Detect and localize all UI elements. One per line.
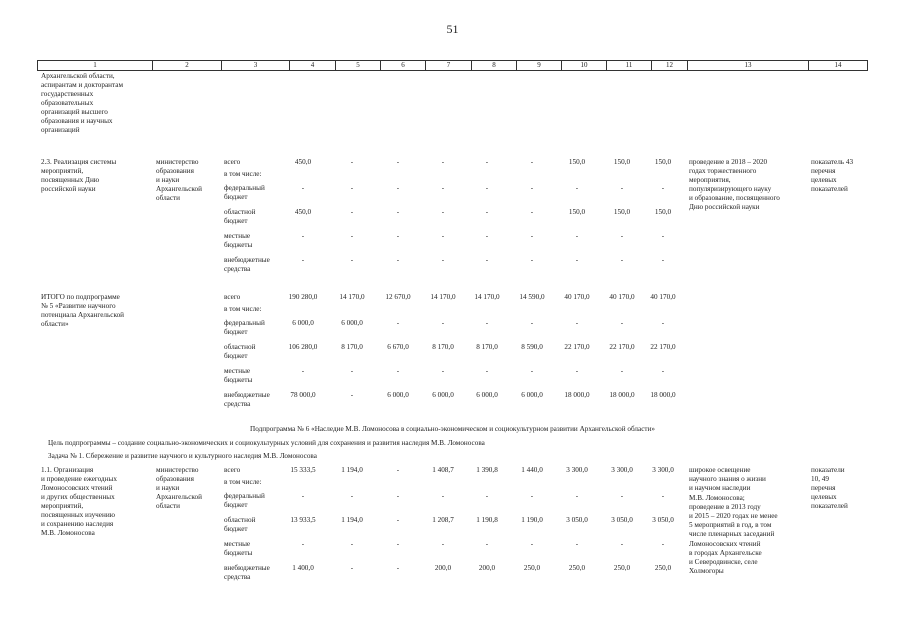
row-1-1-name: М.В. Ломоносова (41, 529, 95, 537)
row-1-1-name: мероприятий, (41, 502, 84, 510)
row-2-3-result: Дню российской науки (689, 203, 760, 211)
fin-label-including: в том числе: (224, 478, 262, 486)
column-header-6: 6 (380, 61, 425, 70)
fin-label-regional: областной (224, 343, 256, 351)
row-2-3-name: российской науки (41, 185, 96, 193)
fin-label-total: всего (224, 158, 241, 166)
value-total-col4: 190 280,0 (288, 293, 318, 301)
row-2-3-name: 2.3. Реализация системы (41, 158, 117, 166)
value-total-col6: - (396, 158, 400, 166)
fin-label-extra: средства (224, 400, 251, 408)
page-number: 51 (446, 22, 459, 36)
row-1-1-executor: области (156, 502, 181, 510)
fin-label-federal: бюджет (224, 193, 248, 201)
total-sub5-name: потенциала Архангельской (41, 311, 125, 319)
value-local-col7: - (441, 367, 445, 375)
value-total-col12: 3 300,0 (652, 466, 674, 474)
fin-label-federal: федеральный (224, 319, 265, 327)
value-local-col7: - (441, 540, 445, 548)
column-number-header (37, 60, 868, 71)
value-total-col10: 40 170,0 (564, 293, 590, 301)
value-federal-col6: - (396, 319, 400, 327)
value-regional-col7: 8 170,0 (432, 343, 454, 351)
column-header-9: 9 (516, 61, 561, 70)
value-local-col9: - (530, 367, 534, 375)
value-federal-col8: - (485, 319, 489, 327)
row-1-1-indicator: перечня (811, 484, 836, 492)
value-local-col8: - (485, 540, 489, 548)
value-extra-col12: 250,0 (654, 564, 672, 572)
row-2-3-result: мероприятия, (689, 176, 731, 184)
fin-label-regional: областной (224, 208, 256, 216)
value-total-col4: 15 333,5 (290, 466, 316, 474)
fin-label-federal: бюджет (224, 328, 248, 336)
carry-over-line: образования и научных (41, 117, 113, 125)
value-extra-col8: 6 000,0 (476, 391, 498, 399)
value-local-col11: - (620, 367, 624, 375)
value-federal-col12: - (661, 319, 665, 327)
value-federal-col11: - (620, 319, 624, 327)
value-federal-col7: - (441, 319, 445, 327)
value-regional-col12: 22 170,0 (650, 343, 676, 351)
row-2-3-result: проведение в 2018 – 2020 (689, 158, 768, 166)
value-extra-col5: - (350, 256, 354, 264)
fin-label-regional: бюджет (224, 525, 248, 533)
subprogram6-goal: Цель подпрограммы – создание социально-экономических и социокультурных условий для сохранения и развития наследия М.В. Ломоносова (48, 439, 485, 447)
row-1-1-executor: образования (156, 475, 194, 483)
value-regional-col10: 150,0 (568, 208, 586, 216)
fin-label-local: местные (224, 540, 251, 548)
row-2-3-executor: и науки (156, 176, 180, 184)
value-federal-col8: - (485, 184, 489, 192)
value-federal-col9: - (530, 184, 534, 192)
value-extra-col9: 250,0 (523, 564, 541, 572)
value-total-col6: 12 670,0 (385, 293, 411, 301)
row-1-1-result: Ломоносовских чтений (689, 539, 761, 548)
value-regional-col6: - (396, 516, 400, 524)
value-federal-col10: - (575, 492, 579, 500)
row-2-3-indicator: показатель 43 (811, 158, 854, 166)
row-1-1-result: 5 мероприятий в год, в том (689, 521, 772, 530)
value-local-col10: - (575, 540, 579, 548)
column-header-8: 8 (471, 61, 516, 70)
value-total-col5: - (350, 158, 354, 166)
row-1-1-name: посвященных изучению (41, 511, 116, 519)
fin-label-regional: областной (224, 516, 256, 524)
fin-label-extra: средства (224, 265, 251, 273)
fin-label-extra: средства (224, 573, 251, 581)
value-local-col9: - (530, 540, 534, 548)
value-regional-col8: 8 170,0 (476, 343, 498, 351)
fin-label-including: в том числе: (224, 170, 262, 178)
value-local-col12: - (661, 367, 665, 375)
value-federal-col11: - (620, 492, 624, 500)
value-total-col7: 14 170,0 (430, 293, 456, 301)
row-1-1-indicator: 10, 49 (811, 475, 829, 483)
value-local-col7: - (441, 232, 445, 240)
value-total-col10: 3 300,0 (566, 466, 588, 474)
value-extra-col6: 6 000,0 (387, 391, 409, 399)
value-extra-col7: 6 000,0 (432, 391, 454, 399)
value-federal-col7: - (441, 492, 445, 500)
row-2-3-executor: Архангельской (156, 185, 202, 193)
value-federal-col12: - (661, 184, 665, 192)
value-total-col5: 1 194,0 (341, 466, 363, 474)
row-1-1-executor: министерство (156, 466, 199, 474)
row-1-1-name: 1.1. Организация (41, 466, 94, 474)
total-sub5-name: ИТОГО по подпрограмме (41, 293, 120, 301)
row-1-1-result: Холмогоры (689, 567, 724, 576)
value-regional-col12: 3 050,0 (652, 516, 674, 524)
value-local-col8: - (485, 232, 489, 240)
row-1-1-name: и других общественных (41, 493, 115, 501)
column-header-3: 3 (221, 61, 289, 70)
value-regional-col9: 8 590,0 (521, 343, 543, 351)
value-local-col5: - (350, 367, 354, 375)
column-header-10: 10 (561, 61, 606, 70)
value-regional-col4: 106 280,0 (288, 343, 318, 351)
row-2-3-result: и образование, посвященного (689, 194, 780, 202)
carry-over-line: организаций высшего (41, 108, 108, 116)
value-regional-col11: 150,0 (613, 208, 631, 216)
value-extra-col10: - (575, 256, 579, 264)
value-federal-col8: - (485, 492, 489, 500)
value-extra-col4: 78 000,0 (290, 391, 316, 399)
fin-label-regional: бюджет (224, 352, 248, 360)
row-2-3-indicator: перечня (811, 167, 836, 175)
value-total-col7: 1 408,7 (432, 466, 454, 474)
carry-over-line: образовательных (41, 99, 94, 107)
value-extra-col11: 250,0 (613, 564, 631, 572)
value-regional-col8: 1 190,8 (476, 516, 498, 524)
value-federal-col9: - (530, 492, 534, 500)
value-local-col10: - (575, 232, 579, 240)
row-2-3-indicator: показателей (811, 185, 848, 193)
value-local-col11: - (620, 232, 624, 240)
row-1-1-result: М.В. Ломоносова; (689, 493, 745, 502)
value-extra-col6: - (396, 564, 400, 572)
value-total-col12: 150,0 (654, 158, 672, 166)
value-total-col10: 150,0 (568, 158, 586, 166)
column-header-1: 1 (37, 61, 152, 70)
value-federal-col7: - (441, 184, 445, 192)
value-local-col5: - (350, 232, 354, 240)
value-total-col9: 14 590,0 (519, 293, 545, 301)
fin-label-extra: внебюджетные (224, 391, 270, 399)
carry-over-line: организаций (41, 126, 80, 134)
subprogram6-title: Подпрограмма № 6 «Наследие М.В. Ломоносова в социально-экономическом и социокультурном развитии Архангельской области» (250, 425, 655, 433)
value-regional-col6: 6 670,0 (387, 343, 409, 351)
carry-over-line: аспирантам и докторантам (41, 81, 123, 89)
value-federal-col5: - (350, 492, 354, 500)
fin-label-including: в том числе: (224, 305, 262, 313)
row-2-3-executor: министерство (156, 158, 199, 166)
value-total-col5: 14 170,0 (339, 293, 365, 301)
value-extra-col9: - (530, 256, 534, 264)
value-total-col9: 1 440,0 (521, 466, 543, 474)
fin-label-extra: внебюджетные (224, 256, 270, 264)
value-total-col8: - (485, 158, 489, 166)
value-regional-col10: 3 050,0 (566, 516, 588, 524)
value-total-col6: - (396, 466, 400, 474)
carry-over-line: Архангельской области, (41, 72, 115, 80)
row-2-3-indicator: целевых (811, 176, 837, 184)
value-federal-col12: - (661, 492, 665, 500)
row-1-1-result: проведение в 2013 году (689, 502, 761, 511)
row-2-3-name: мероприятий, (41, 167, 84, 175)
row-1-1-result: и научном наследии (689, 484, 751, 493)
fin-label-local: местные (224, 232, 251, 240)
value-regional-col7: 1 208,7 (432, 516, 454, 524)
value-extra-col7: 200,0 (434, 564, 452, 572)
row-2-3-executor: образования (156, 167, 194, 175)
value-federal-col4: 6 000,0 (292, 319, 314, 327)
value-extra-col6: - (396, 256, 400, 264)
value-regional-col10: 22 170,0 (564, 343, 590, 351)
column-header-5: 5 (335, 61, 380, 70)
value-local-col4: - (301, 540, 305, 548)
value-local-col6: - (396, 232, 400, 240)
value-total-col11: 40 170,0 (609, 293, 635, 301)
value-total-col8: 1 390,8 (476, 466, 498, 474)
fin-label-total: всего (224, 293, 241, 301)
column-header-4: 4 (289, 61, 335, 70)
row-1-1-result: научного знания о жизни (689, 475, 766, 484)
value-extra-col12: - (661, 256, 665, 264)
value-regional-col5: - (350, 208, 354, 216)
value-total-col8: 14 170,0 (474, 293, 500, 301)
column-header-14: 14 (808, 61, 868, 70)
column-header-2: 2 (152, 61, 221, 70)
value-total-col9: - (530, 158, 534, 166)
fin-label-federal: федеральный (224, 184, 265, 192)
value-extra-col11: 18 000,0 (609, 391, 635, 399)
fin-label-federal: бюджет (224, 501, 248, 509)
value-extra-col11: - (620, 256, 624, 264)
value-extra-col7: - (441, 256, 445, 264)
value-local-col12: - (661, 232, 665, 240)
value-regional-col9: - (530, 208, 534, 216)
row-1-1-result: широкое освещение (689, 466, 751, 474)
value-local-col4: - (301, 367, 305, 375)
value-extra-col8: 200,0 (478, 564, 496, 572)
value-local-col12: - (661, 540, 665, 548)
value-local-col6: - (396, 367, 400, 375)
value-extra-col4: 1 400,0 (292, 564, 314, 572)
value-federal-col10: - (575, 184, 579, 192)
row-1-1-indicator: показатели (811, 466, 845, 474)
fin-label-federal: федеральный (224, 492, 265, 500)
value-extra-col4: - (301, 256, 305, 264)
value-regional-col7: - (441, 208, 445, 216)
fin-label-local: бюджеты (224, 376, 253, 384)
value-extra-col5: - (350, 564, 354, 572)
column-header-12: 12 (651, 61, 687, 70)
value-regional-col11: 3 050,0 (611, 516, 633, 524)
value-extra-col8: - (485, 256, 489, 264)
row-2-3-result: популяризирующего науку (689, 185, 772, 193)
task-1: Задача № 1. Сбережение и развитие научного и культурного наследия М.В. Ломоносова (48, 452, 317, 460)
value-regional-col4: 450,0 (294, 208, 312, 216)
row-1-1-name: Ломоносовских чтений (41, 484, 113, 492)
total-sub5-name: № 5 «Развитие научного (41, 302, 116, 310)
value-regional-col5: 1 194,0 (341, 516, 363, 524)
column-header-11: 11 (606, 61, 651, 70)
row-1-1-indicator: целевых (811, 493, 837, 501)
value-total-col11: 3 300,0 (611, 466, 633, 474)
value-regional-col5: 8 170,0 (341, 343, 363, 351)
row-1-1-result: числе пленарных заседаний (689, 530, 775, 539)
value-regional-col12: 150,0 (654, 208, 672, 216)
value-total-col11: 150,0 (613, 158, 631, 166)
row-1-1-indicator: показателей (811, 502, 848, 510)
value-extra-col10: 250,0 (568, 564, 586, 572)
value-regional-col6: - (396, 208, 400, 216)
value-federal-col4: - (301, 492, 305, 500)
column-header-7: 7 (425, 61, 471, 70)
value-federal-col4: - (301, 184, 305, 192)
value-federal-col6: - (396, 492, 400, 500)
value-local-col9: - (530, 232, 534, 240)
row-1-1-executor: Архангельской (156, 493, 202, 501)
value-federal-col9: - (530, 319, 534, 327)
row-1-1-executor: и науки (156, 484, 180, 492)
value-regional-col4: 13 933,5 (290, 516, 316, 524)
value-total-col4: 450,0 (294, 158, 312, 166)
value-local-col11: - (620, 540, 624, 548)
value-federal-col5: 6 000,0 (341, 319, 363, 327)
fin-label-regional: бюджет (224, 217, 248, 225)
value-extra-col9: 6 000,0 (521, 391, 543, 399)
value-federal-col5: - (350, 184, 354, 192)
value-local-col4: - (301, 232, 305, 240)
carry-over-line: государственных (41, 90, 94, 98)
row-1-1-result: и 2015 – 2020 годах не менее (689, 512, 778, 520)
row-2-3-name: посвященных Дню (41, 176, 100, 184)
fin-label-total: всего (224, 466, 241, 474)
value-federal-col10: - (575, 319, 579, 327)
row-1-1-result: и Северодвинске, селе (689, 558, 758, 566)
fin-label-local: местные (224, 367, 251, 375)
row-1-1-name: и проведение ежегодных (41, 475, 117, 483)
fin-label-local: бюджеты (224, 241, 253, 249)
row-2-3-result: годах торжественного (689, 167, 757, 175)
column-header-13: 13 (687, 61, 808, 70)
value-regional-col9: 1 190,0 (521, 516, 543, 524)
value-federal-col6: - (396, 184, 400, 192)
value-federal-col11: - (620, 184, 624, 192)
value-total-col12: 40 170,0 (650, 293, 676, 301)
row-1-1-name: и сохранению наследия (41, 520, 114, 528)
value-regional-col11: 22 170,0 (609, 343, 635, 351)
fin-label-local: бюджеты (224, 549, 253, 557)
value-local-col10: - (575, 367, 579, 375)
value-extra-col10: 18 000,0 (564, 391, 590, 399)
row-2-3-executor: области (156, 194, 181, 202)
value-regional-col8: - (485, 208, 489, 216)
value-extra-col5: - (350, 391, 354, 399)
value-local-col8: - (485, 367, 489, 375)
fin-label-extra: внебюджетные (224, 564, 270, 572)
value-total-col7: - (441, 158, 445, 166)
value-local-col6: - (396, 540, 400, 548)
value-extra-col12: 18 000,0 (650, 391, 676, 399)
value-local-col5: - (350, 540, 354, 548)
row-1-1-result: в городах Архангельске (689, 548, 762, 557)
total-sub5-name: области» (41, 320, 69, 328)
